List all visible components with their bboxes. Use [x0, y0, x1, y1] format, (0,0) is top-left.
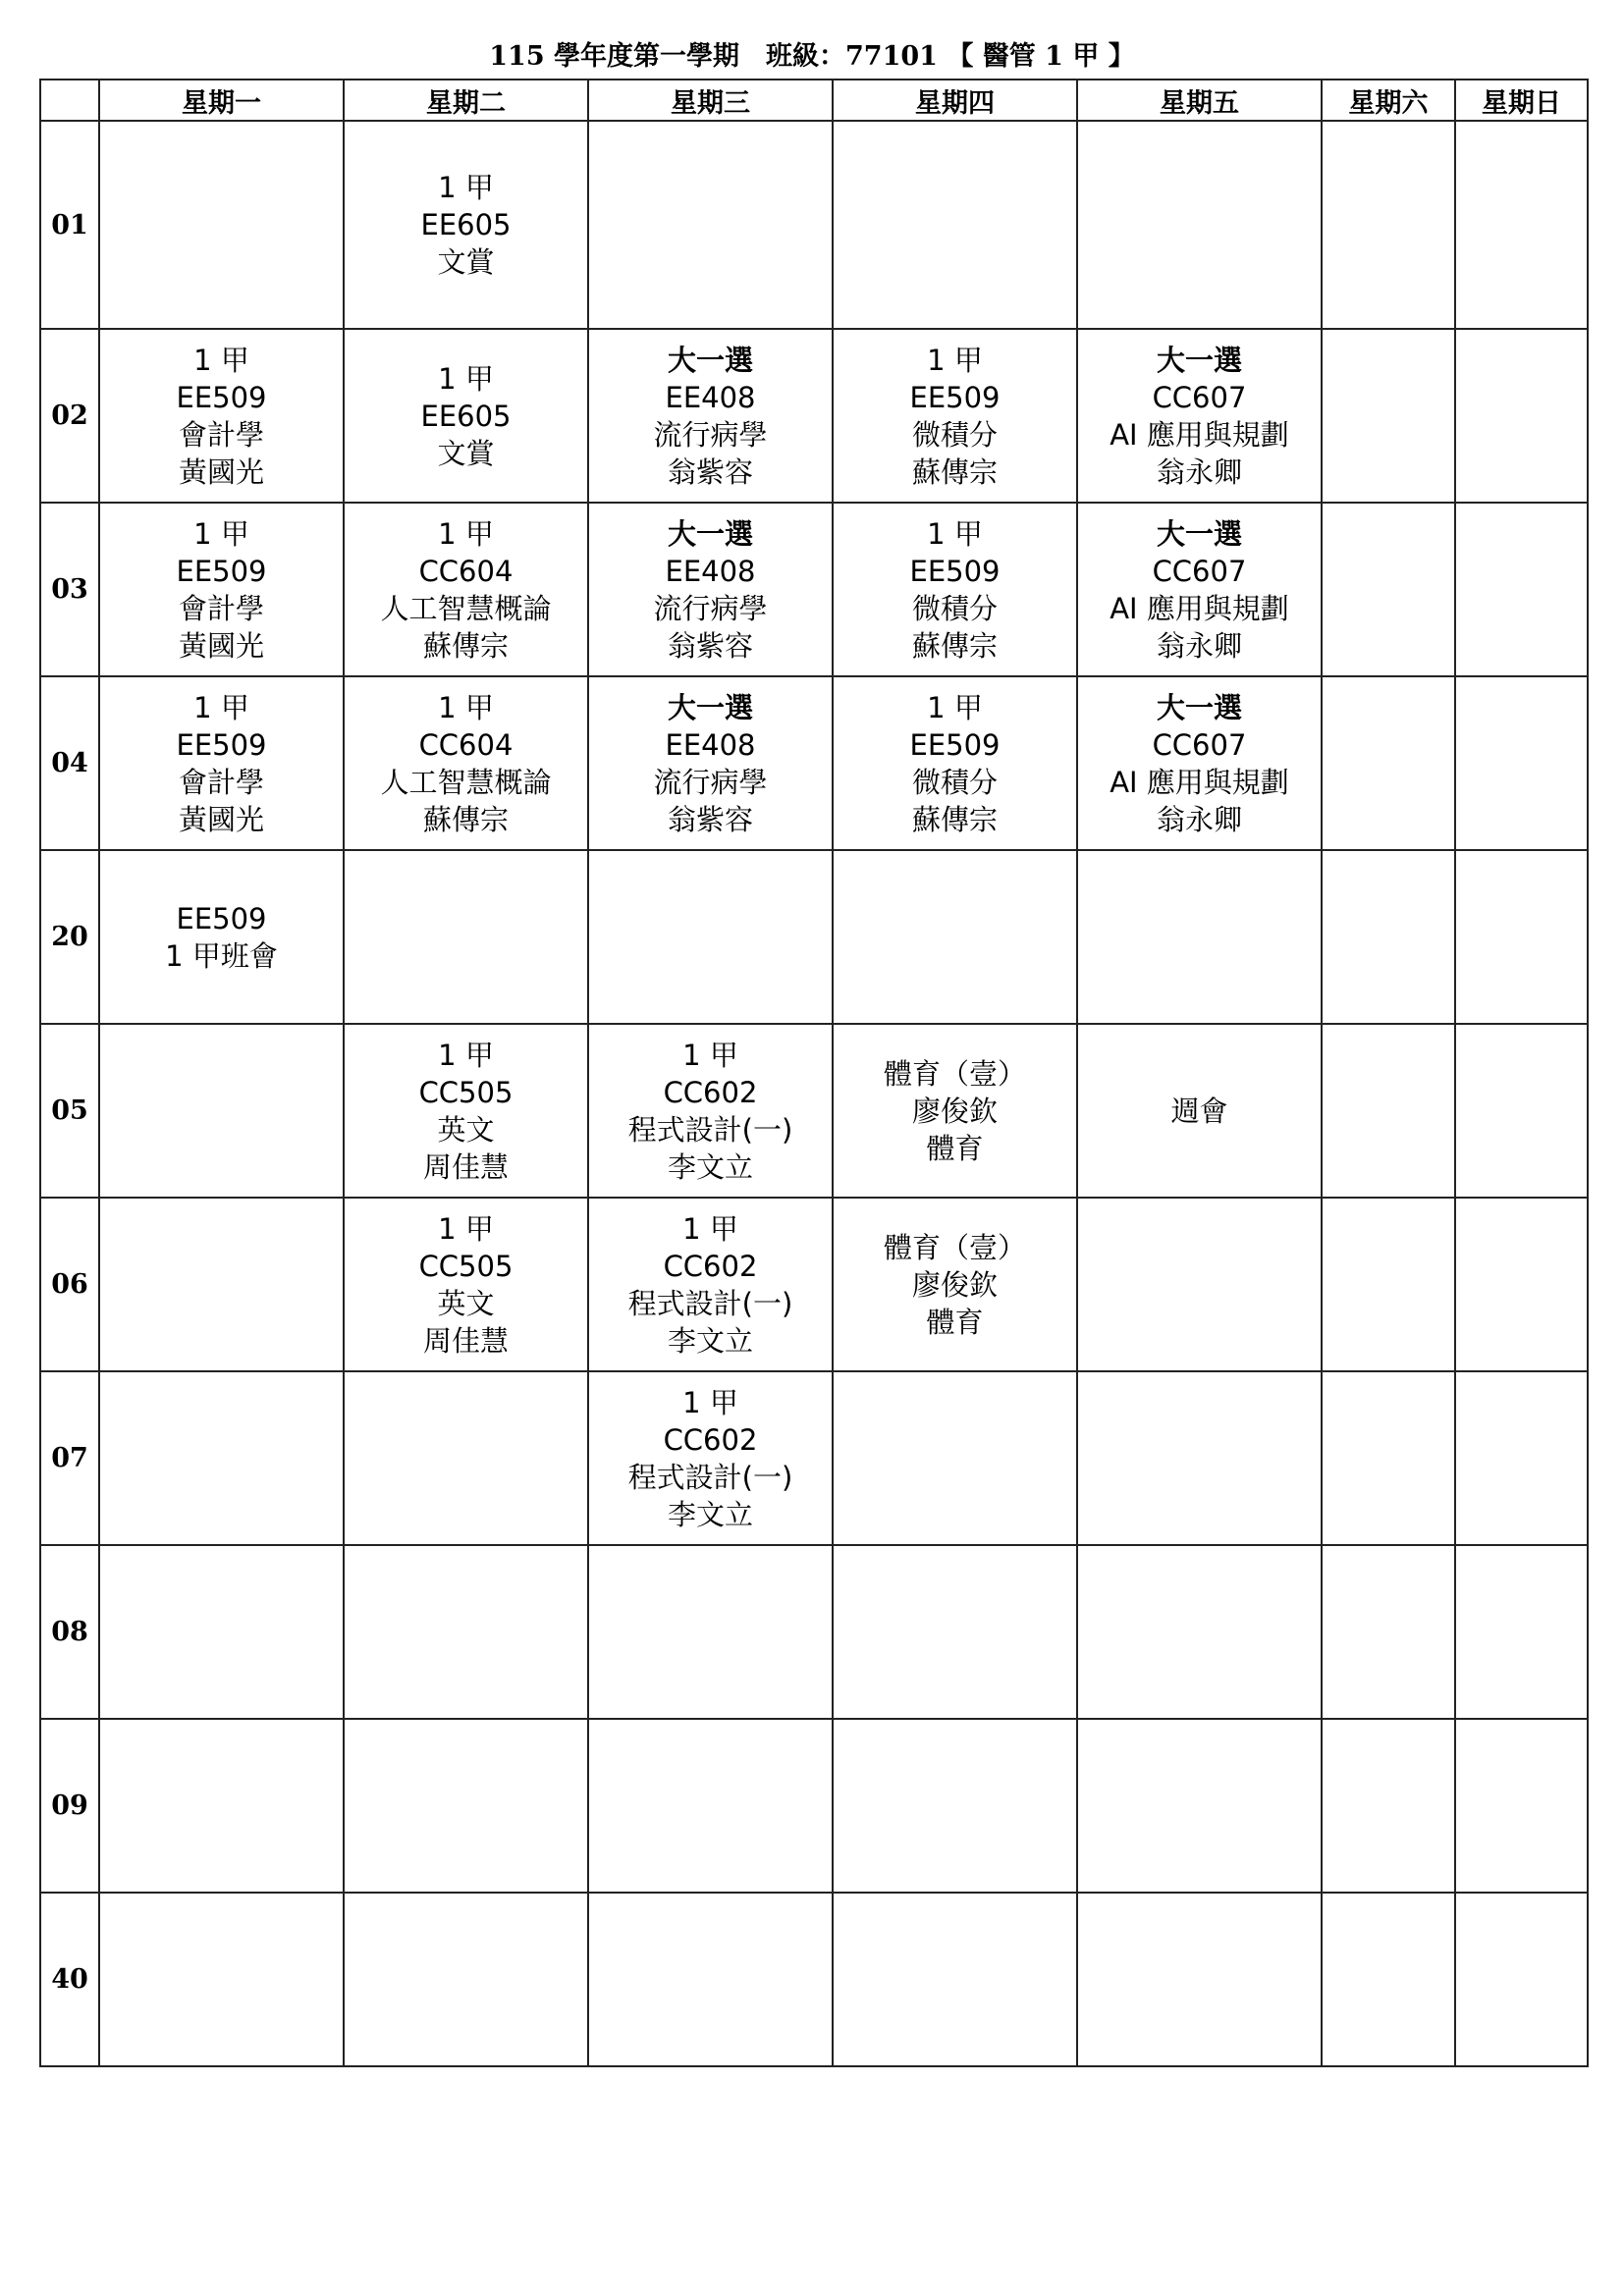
- period-row: [40, 1024, 1588, 1198]
- cell-line: AI 應用與規劃: [1110, 591, 1289, 625]
- timetable-cell: [99, 676, 344, 850]
- timetable-cell: [588, 676, 833, 850]
- timetable-cell: [833, 329, 1077, 503]
- timetable-cell: [1455, 1893, 1588, 2066]
- timetable-cell: [1322, 676, 1455, 850]
- timetable-cell: [99, 329, 344, 503]
- timetable-cell: [99, 1198, 344, 1371]
- timetable-cell: [833, 121, 1077, 329]
- timetable: [39, 79, 1589, 2067]
- cell-line: EE408: [665, 554, 756, 588]
- cell-line: CC602: [663, 1249, 758, 1283]
- timetable-cell: [833, 1198, 1077, 1371]
- cell-line: 會計學: [178, 591, 264, 625]
- timetable-cell: [588, 121, 833, 329]
- period-row: [40, 1198, 1588, 1371]
- timetable-cell: [344, 1719, 588, 1893]
- cell-line: 程式設計(一): [627, 1460, 793, 1494]
- cell-line: EE509: [909, 727, 1001, 762]
- timetable-cell: [588, 1198, 833, 1371]
- cell-line: 黃國光: [178, 802, 264, 836]
- cell-line: 程式設計(一): [627, 1286, 793, 1320]
- timetable-cell: [588, 1893, 833, 2066]
- cell-line: EE605: [420, 399, 512, 433]
- cell-line: AI 應用與規劃: [1110, 765, 1289, 799]
- cell-line: 1 甲: [438, 516, 494, 551]
- cell-line: 微積分: [911, 765, 998, 799]
- cell-line: 1 甲: [438, 1038, 494, 1072]
- cell-line: 1 甲: [438, 171, 494, 204]
- timetable-cell: [1322, 1024, 1455, 1198]
- timetable-cell: [1455, 1198, 1588, 1371]
- cell-line: 文賞: [437, 436, 495, 470]
- day-header: 星期日: [1455, 80, 1588, 121]
- page-title: 115 學年度第一學期 班級：77101 【 醫管 1 甲 】: [489, 41, 1135, 72]
- timetable-cell: [1077, 1893, 1322, 2066]
- cell-line: CC607: [1152, 380, 1247, 414]
- cell-line: 1 甲: [193, 690, 249, 724]
- period-row: [40, 1719, 1588, 1893]
- period-label: 06: [40, 1198, 99, 1371]
- period-row: [40, 1893, 1588, 2066]
- timetable-cell: [1077, 850, 1322, 1024]
- cell-line: 翁紫容: [667, 802, 753, 836]
- cell-line: 李文立: [667, 1323, 753, 1358]
- cell-line: CC602: [663, 1422, 758, 1457]
- timetable-cell: [344, 1545, 588, 1719]
- timetable-cell: [588, 329, 833, 503]
- cell-line: CC604: [418, 554, 514, 588]
- timetable-cell: [99, 1545, 344, 1719]
- timetable-cell: [1322, 1371, 1455, 1545]
- timetable-cell: [588, 503, 833, 676]
- cell-line: 1 甲: [682, 1211, 738, 1246]
- timetable-cell: [1455, 676, 1588, 850]
- cell-line: 體育（壹）: [883, 1230, 1026, 1264]
- cell-line: 蘇傳宗: [911, 628, 998, 663]
- cell-line: 1 甲: [927, 343, 983, 377]
- cell-line: 翁永卿: [1156, 454, 1242, 489]
- cell-line: 蘇傳宗: [911, 802, 998, 836]
- period-label: 02: [40, 329, 99, 503]
- timetable-cell: [1455, 1024, 1588, 1198]
- cell-line: 蘇傳宗: [911, 454, 998, 489]
- timetable-cell: [1322, 850, 1455, 1024]
- period-label: 01: [40, 121, 99, 329]
- corner-cell: [40, 80, 99, 121]
- period-label: 03: [40, 503, 99, 676]
- cell-line: 流行病學: [653, 591, 768, 625]
- timetable-cell: [1077, 121, 1322, 329]
- cell-line: 會計學: [178, 765, 264, 799]
- period-row: [40, 503, 1588, 676]
- period-row: [40, 676, 1588, 850]
- day-header: 星期五: [1077, 80, 1322, 121]
- timetable-cell: [588, 1545, 833, 1719]
- period-row: [40, 1371, 1588, 1545]
- cell-line: EE509: [176, 727, 267, 762]
- cell-line: 1 甲: [438, 690, 494, 724]
- cell-line: 程式設計(一): [627, 1112, 793, 1147]
- timetable-cell: [99, 850, 344, 1024]
- period-row: [40, 329, 1588, 503]
- timetable-cell: [1077, 1024, 1322, 1198]
- cell-line: CC505: [418, 1249, 514, 1283]
- timetable-cell: [1322, 1198, 1455, 1371]
- timetable-cell: [1077, 1198, 1322, 1371]
- period-label: 05: [40, 1024, 99, 1198]
- period-row: [40, 121, 1588, 329]
- cell-line: CC607: [1152, 554, 1247, 588]
- timetable-cell: [833, 1371, 1077, 1545]
- cell-line: EE509: [909, 554, 1001, 588]
- cell-line: 李文立: [667, 1497, 753, 1531]
- period-label: 08: [40, 1545, 99, 1719]
- timetable-cell: [1077, 329, 1322, 503]
- timetable-cell: [1077, 503, 1322, 676]
- cell-line: AI 應用與規劃: [1110, 417, 1289, 452]
- timetable-cell: [588, 1371, 833, 1545]
- cell-line: 體育: [926, 1131, 984, 1165]
- timetable-cell: [1455, 121, 1588, 329]
- cell-line: 翁永卿: [1156, 628, 1242, 663]
- period-row: [40, 1545, 1588, 1719]
- timetable-cell: [1455, 1545, 1588, 1719]
- timetable-cell: [588, 1719, 833, 1893]
- timetable-cell: [344, 1371, 588, 1545]
- timetable-cell: [99, 503, 344, 676]
- cell-line: 蘇傳宗: [422, 802, 509, 836]
- cell-line: 翁永卿: [1156, 802, 1242, 836]
- cell-line: 1 甲班會: [165, 938, 278, 973]
- timetable-cell: [344, 1198, 588, 1371]
- timetable-cell: [1455, 329, 1588, 503]
- cell-line: 翁紫容: [667, 628, 753, 663]
- timetable-cell: [99, 1371, 344, 1545]
- timetable-cell: [833, 1545, 1077, 1719]
- period-label: 20: [40, 850, 99, 1024]
- cell-line: CC505: [418, 1075, 514, 1109]
- period-row: [40, 850, 1588, 1024]
- timetable-cell: [1077, 676, 1322, 850]
- cell-line: 黃國光: [178, 628, 264, 663]
- timetable-cell: [99, 121, 344, 329]
- cell-line: 1 甲: [193, 343, 249, 377]
- timetable-cell: [344, 850, 588, 1024]
- timetable-cell: [1322, 121, 1455, 329]
- timetable-cell: [588, 1024, 833, 1198]
- timetable-cell: [344, 503, 588, 676]
- period-label: 09: [40, 1719, 99, 1893]
- cell-line: 蘇傳宗: [422, 628, 509, 663]
- cell-line: 1 甲: [682, 1038, 738, 1072]
- cell-line: CC602: [663, 1075, 758, 1109]
- cell-line: 大一選: [667, 343, 753, 377]
- timetable-cell: [833, 1719, 1077, 1893]
- timetable-cell: [344, 329, 588, 503]
- timetable-body: [40, 121, 1588, 2066]
- cell-line: EE509: [909, 380, 1001, 414]
- timetable-cell: [1077, 1719, 1322, 1893]
- cell-line: 英文: [437, 1112, 495, 1147]
- cell-line: 流行病學: [653, 765, 768, 799]
- day-header: 星期三: [588, 80, 833, 121]
- day-header: 星期一: [99, 80, 344, 121]
- cell-line: EE408: [665, 727, 756, 762]
- timetable-cell: [1322, 329, 1455, 503]
- cell-line: 1 甲: [927, 690, 983, 724]
- timetable-cell: [1455, 503, 1588, 676]
- header-row: [40, 80, 1588, 121]
- cell-line: 1 甲: [438, 361, 494, 396]
- period-label: 04: [40, 676, 99, 850]
- timetable-cell: [99, 1024, 344, 1198]
- cell-line: 人工智慧概論: [380, 765, 552, 799]
- cell-line: EE605: [420, 208, 512, 241]
- cell-line: 廖俊欽: [911, 1267, 998, 1302]
- period-label: 07: [40, 1371, 99, 1545]
- cell-line: 會計學: [178, 417, 264, 452]
- timetable-cell: [1322, 1719, 1455, 1893]
- cell-line: 體育: [926, 1305, 984, 1339]
- timetable-cell: [344, 121, 588, 329]
- cell-line: 體育（壹）: [883, 1056, 1026, 1091]
- cell-line: EE408: [665, 380, 756, 414]
- cell-line: 黃國光: [178, 454, 264, 489]
- cell-line: 大一選: [1156, 690, 1242, 724]
- timetable-cell: [1077, 1545, 1322, 1719]
- timetable-cell: [1322, 1893, 1455, 2066]
- cell-line: CC604: [418, 727, 514, 762]
- timetable-cell: [1322, 503, 1455, 676]
- cell-line: 李文立: [667, 1149, 753, 1184]
- cell-line: EE509: [176, 901, 267, 935]
- cell-line: 大一選: [1156, 343, 1242, 377]
- timetable-cell: [344, 676, 588, 850]
- cell-line: 周佳慧: [422, 1149, 509, 1184]
- cell-line: 微積分: [911, 417, 998, 452]
- timetable-cell: [344, 1024, 588, 1198]
- timetable-cell: [1077, 1371, 1322, 1545]
- timetable-cell: [833, 676, 1077, 850]
- cell-line: 大一選: [667, 690, 753, 724]
- timetable-cell: [833, 1893, 1077, 2066]
- timetable-cell: [833, 850, 1077, 1024]
- timetable-cell: [1322, 1545, 1455, 1719]
- timetable-cell: [833, 503, 1077, 676]
- cell-line: 文賞: [437, 245, 495, 279]
- period-label: 40: [40, 1893, 99, 2066]
- cell-line: 大一選: [1156, 516, 1242, 551]
- cell-line: CC607: [1152, 727, 1247, 762]
- timetable-cell: [1455, 850, 1588, 1024]
- cell-line: 1 甲: [682, 1385, 738, 1419]
- cell-line: 英文: [437, 1286, 495, 1320]
- cell-line: 1 甲: [438, 1211, 494, 1246]
- timetable-cell: [588, 850, 833, 1024]
- cell-line: 大一選: [667, 516, 753, 551]
- day-header: 星期四: [833, 80, 1077, 121]
- cell-line: EE509: [176, 380, 267, 414]
- cell-line: 周佳慧: [422, 1323, 509, 1358]
- timetable-cell: [99, 1893, 344, 2066]
- cell-line: 人工智慧概論: [380, 591, 552, 625]
- cell-line: EE509: [176, 554, 267, 588]
- cell-line: 翁紫容: [667, 454, 753, 489]
- cell-line: 微積分: [911, 591, 998, 625]
- timetable-cell: [1455, 1371, 1588, 1545]
- cell-line: 廖俊欽: [911, 1094, 998, 1128]
- cell-line: 週會: [1170, 1094, 1228, 1128]
- day-header: 星期六: [1322, 80, 1455, 121]
- timetable-cell: [99, 1719, 344, 1893]
- timetable-cell: [833, 1024, 1077, 1198]
- cell-line: 流行病學: [653, 417, 768, 452]
- cell-line: 1 甲: [193, 516, 249, 551]
- timetable-cell: [344, 1893, 588, 2066]
- timetable-cell: [1455, 1719, 1588, 1893]
- cell-line: 1 甲: [927, 516, 983, 551]
- day-header: 星期二: [344, 80, 588, 121]
